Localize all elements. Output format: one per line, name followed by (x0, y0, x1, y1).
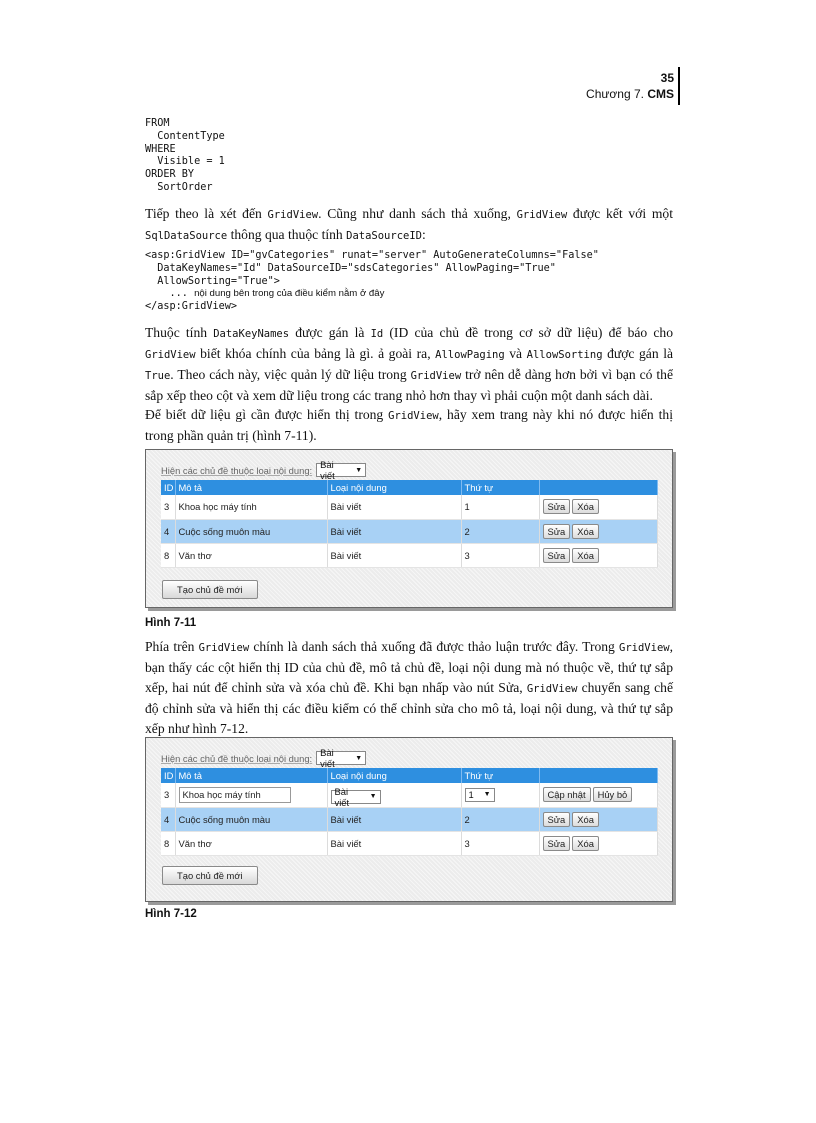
column-header-id[interactable]: ID (161, 768, 175, 783)
edit-button[interactable]: Sửa (543, 524, 571, 539)
cancel-button[interactable]: Hủy bỏ (593, 787, 633, 802)
cell-actions (539, 519, 657, 543)
table-row (161, 519, 657, 543)
cell-id: 4 (161, 519, 175, 543)
delete-button[interactable]: Xóa (572, 812, 599, 827)
cell-sort-order: 2 (461, 519, 539, 543)
figure-7-11 (145, 449, 673, 608)
page-number: 35 (660, 71, 674, 85)
grid-header-row (161, 480, 657, 495)
edit-row (161, 783, 657, 807)
cell-id: 3 (161, 495, 175, 519)
cell-content-type (327, 783, 461, 807)
edit-button[interactable]: Sửa (543, 812, 571, 827)
header-rule (678, 67, 680, 105)
content-type-filter (161, 747, 657, 769)
description-input[interactable]: Khoa học máy tính (179, 787, 291, 803)
column-header-sort-order[interactable]: Thứ tự (461, 768, 539, 783)
delete-button[interactable]: Xóa (572, 499, 599, 514)
chevron-down-icon: ▼ (355, 754, 363, 762)
cell-content-type: Bài viết (327, 519, 461, 543)
cell-sort-order: 1 (461, 495, 539, 519)
page-header (586, 70, 674, 102)
chevron-down-icon: ▼ (355, 466, 363, 474)
paragraph-edit-mode: Phía trên GridView chính là danh sách thả xuống đã được thảo luận trước đây. Trong GridView, bạn thấy các cột hiển thị ID của chủ đề, mô tả chủ đề, loại nội dung mà nó thuộc về, thứ tự sắp xếp, hai nút để chỉnh sửa và xóa chủ đề. Khi bạn nhấp vào nút Sửa, GridView chuyển sang chế độ chỉnh sửa và hiển thị các điều kiểm có thể chỉnh sửa cho mô tả, loại nội dung, và thứ tự sắp xếp như hình 7-12. (145, 639, 674, 736)
cell-description: Cuộc sống muôn màu (175, 807, 327, 831)
edit-button[interactable]: Sửa (543, 836, 571, 851)
cell-content-type: Bài viết (327, 807, 461, 831)
update-button[interactable]: Cập nhật (543, 787, 591, 802)
content-type-filter (161, 459, 657, 481)
cell-content-type: Bài viết (327, 543, 461, 567)
column-header-description[interactable]: Mô tả (175, 480, 327, 495)
cell-actions (539, 807, 657, 831)
table-row (161, 543, 657, 567)
column-header-actions (539, 768, 657, 783)
create-topic-button[interactable]: Tạo chủ đề mới (162, 866, 258, 885)
cell-actions (539, 783, 657, 807)
cell-description: Văn thơ (175, 831, 327, 855)
column-header-description[interactable]: Mô tả (175, 768, 327, 783)
filter-label: Hiện các chủ đề thuộc loại nội dung: (161, 752, 313, 764)
cell-description (175, 783, 327, 807)
cell-description: Khoa học máy tính (175, 495, 327, 519)
cell-description: Văn thơ (175, 543, 327, 567)
cell-sort-order: 3 (461, 543, 539, 567)
figure-caption-7-12: Hình 7-12 (145, 908, 197, 920)
table-row (161, 495, 657, 519)
column-header-actions (539, 480, 657, 495)
column-header-id[interactable]: ID (161, 480, 175, 495)
cell-content-type: Bài viết (327, 495, 461, 519)
cell-actions (539, 495, 657, 519)
cell-id: 8 (161, 543, 175, 567)
paragraph-datakeynames: Thuộc tính DataKeyNames được gán là Id (ID của chủ đề trong cơ sở dữ liệu) để báo cho GridView biết khóa chính của bảng là gì. ả goài ra, AllowPaging và AllowSorting được gán là True. Theo cách này, việc quản lý dữ liệu trong GridView trở nên dễ dàng hơn bởi vì bạn có thể sắp xếp theo cột và xem dữ liệu trong các trang nhỏ hơn thay vì phải cuộn một danh sách dài. (145, 325, 674, 403)
edit-button[interactable]: Sửa (543, 548, 571, 563)
paragraph-gridview-intro: Tiếp theo là xét đến GridView. Cũng như danh sách thả xuống, GridView được kết với một SqlDataSource thông qua thuộc tính DataSourceID: (145, 206, 674, 242)
grid-header-row (161, 768, 657, 783)
column-header-sort-order[interactable]: Thứ tự (461, 480, 539, 495)
categories-grid (161, 480, 658, 568)
sort-order-select[interactable]: 1 ▼ (465, 788, 495, 802)
column-header-content-type[interactable]: Loại nội dung (327, 480, 461, 495)
column-header-content-type[interactable]: Loại nội dung (327, 768, 461, 783)
cell-sort-order: 2 (461, 807, 539, 831)
figure-caption-7-11: Hình 7-11 (145, 617, 197, 629)
filter-label: Hiện các chủ đề thuộc loại nội dung: (161, 464, 313, 476)
gridview-code-block: <asp:GridView ID="gvCategories" runat="server" AutoGenerateColumns="False" DataKeyNames="Id" DataSourceID="sdsCategories" AllowPaging="True" AllowSorting="True"> ... nội dung bên trong của điều kiểm nằm ở đây </asp:GridView> (145, 250, 599, 313)
edit-button[interactable]: Sửa (543, 499, 571, 514)
cell-content-type: Bài viết (327, 831, 461, 855)
category-grid-edit-panel (161, 747, 657, 896)
delete-button[interactable]: Xóa (572, 524, 599, 539)
delete-button[interactable]: Xóa (572, 548, 599, 563)
content-type-select[interactable]: Bài viết ▼ (316, 751, 366, 765)
cell-description: Cuộc sống muôn màu (175, 519, 327, 543)
cell-id: 8 (161, 831, 175, 855)
categories-grid (161, 768, 658, 856)
cell-actions (539, 543, 657, 567)
figure-7-12 (145, 737, 673, 902)
content-type-edit-select[interactable]: Bài viết ▼ (331, 790, 381, 804)
chapter-title: Chương 7. CMS (586, 87, 674, 101)
sql-code-block: FROM ContentType WHERE Visible = 1 ORDER BY SortOrder (145, 118, 225, 193)
cell-id: 3 (161, 783, 175, 807)
delete-button[interactable]: Xóa (572, 836, 599, 851)
chevron-down-icon: ▼ (369, 793, 377, 801)
table-row (161, 831, 657, 855)
cell-sort-order (461, 783, 539, 807)
create-topic-button[interactable]: Tạo chủ đề mới (162, 580, 258, 599)
chevron-down-icon: ▼ (483, 791, 491, 799)
table-row (161, 807, 657, 831)
cell-sort-order: 3 (461, 831, 539, 855)
cell-id: 4 (161, 807, 175, 831)
content-type-select[interactable]: Bài viết ▼ (316, 463, 366, 477)
cell-actions (539, 831, 657, 855)
category-grid-panel (161, 459, 657, 610)
paragraph-admin-view: Để biết dữ liệu gì cần được hiển thị trong GridView, hãy xem trang này khi nó được hiển thị trong phần quản trị (hình 7-11). (145, 407, 673, 443)
